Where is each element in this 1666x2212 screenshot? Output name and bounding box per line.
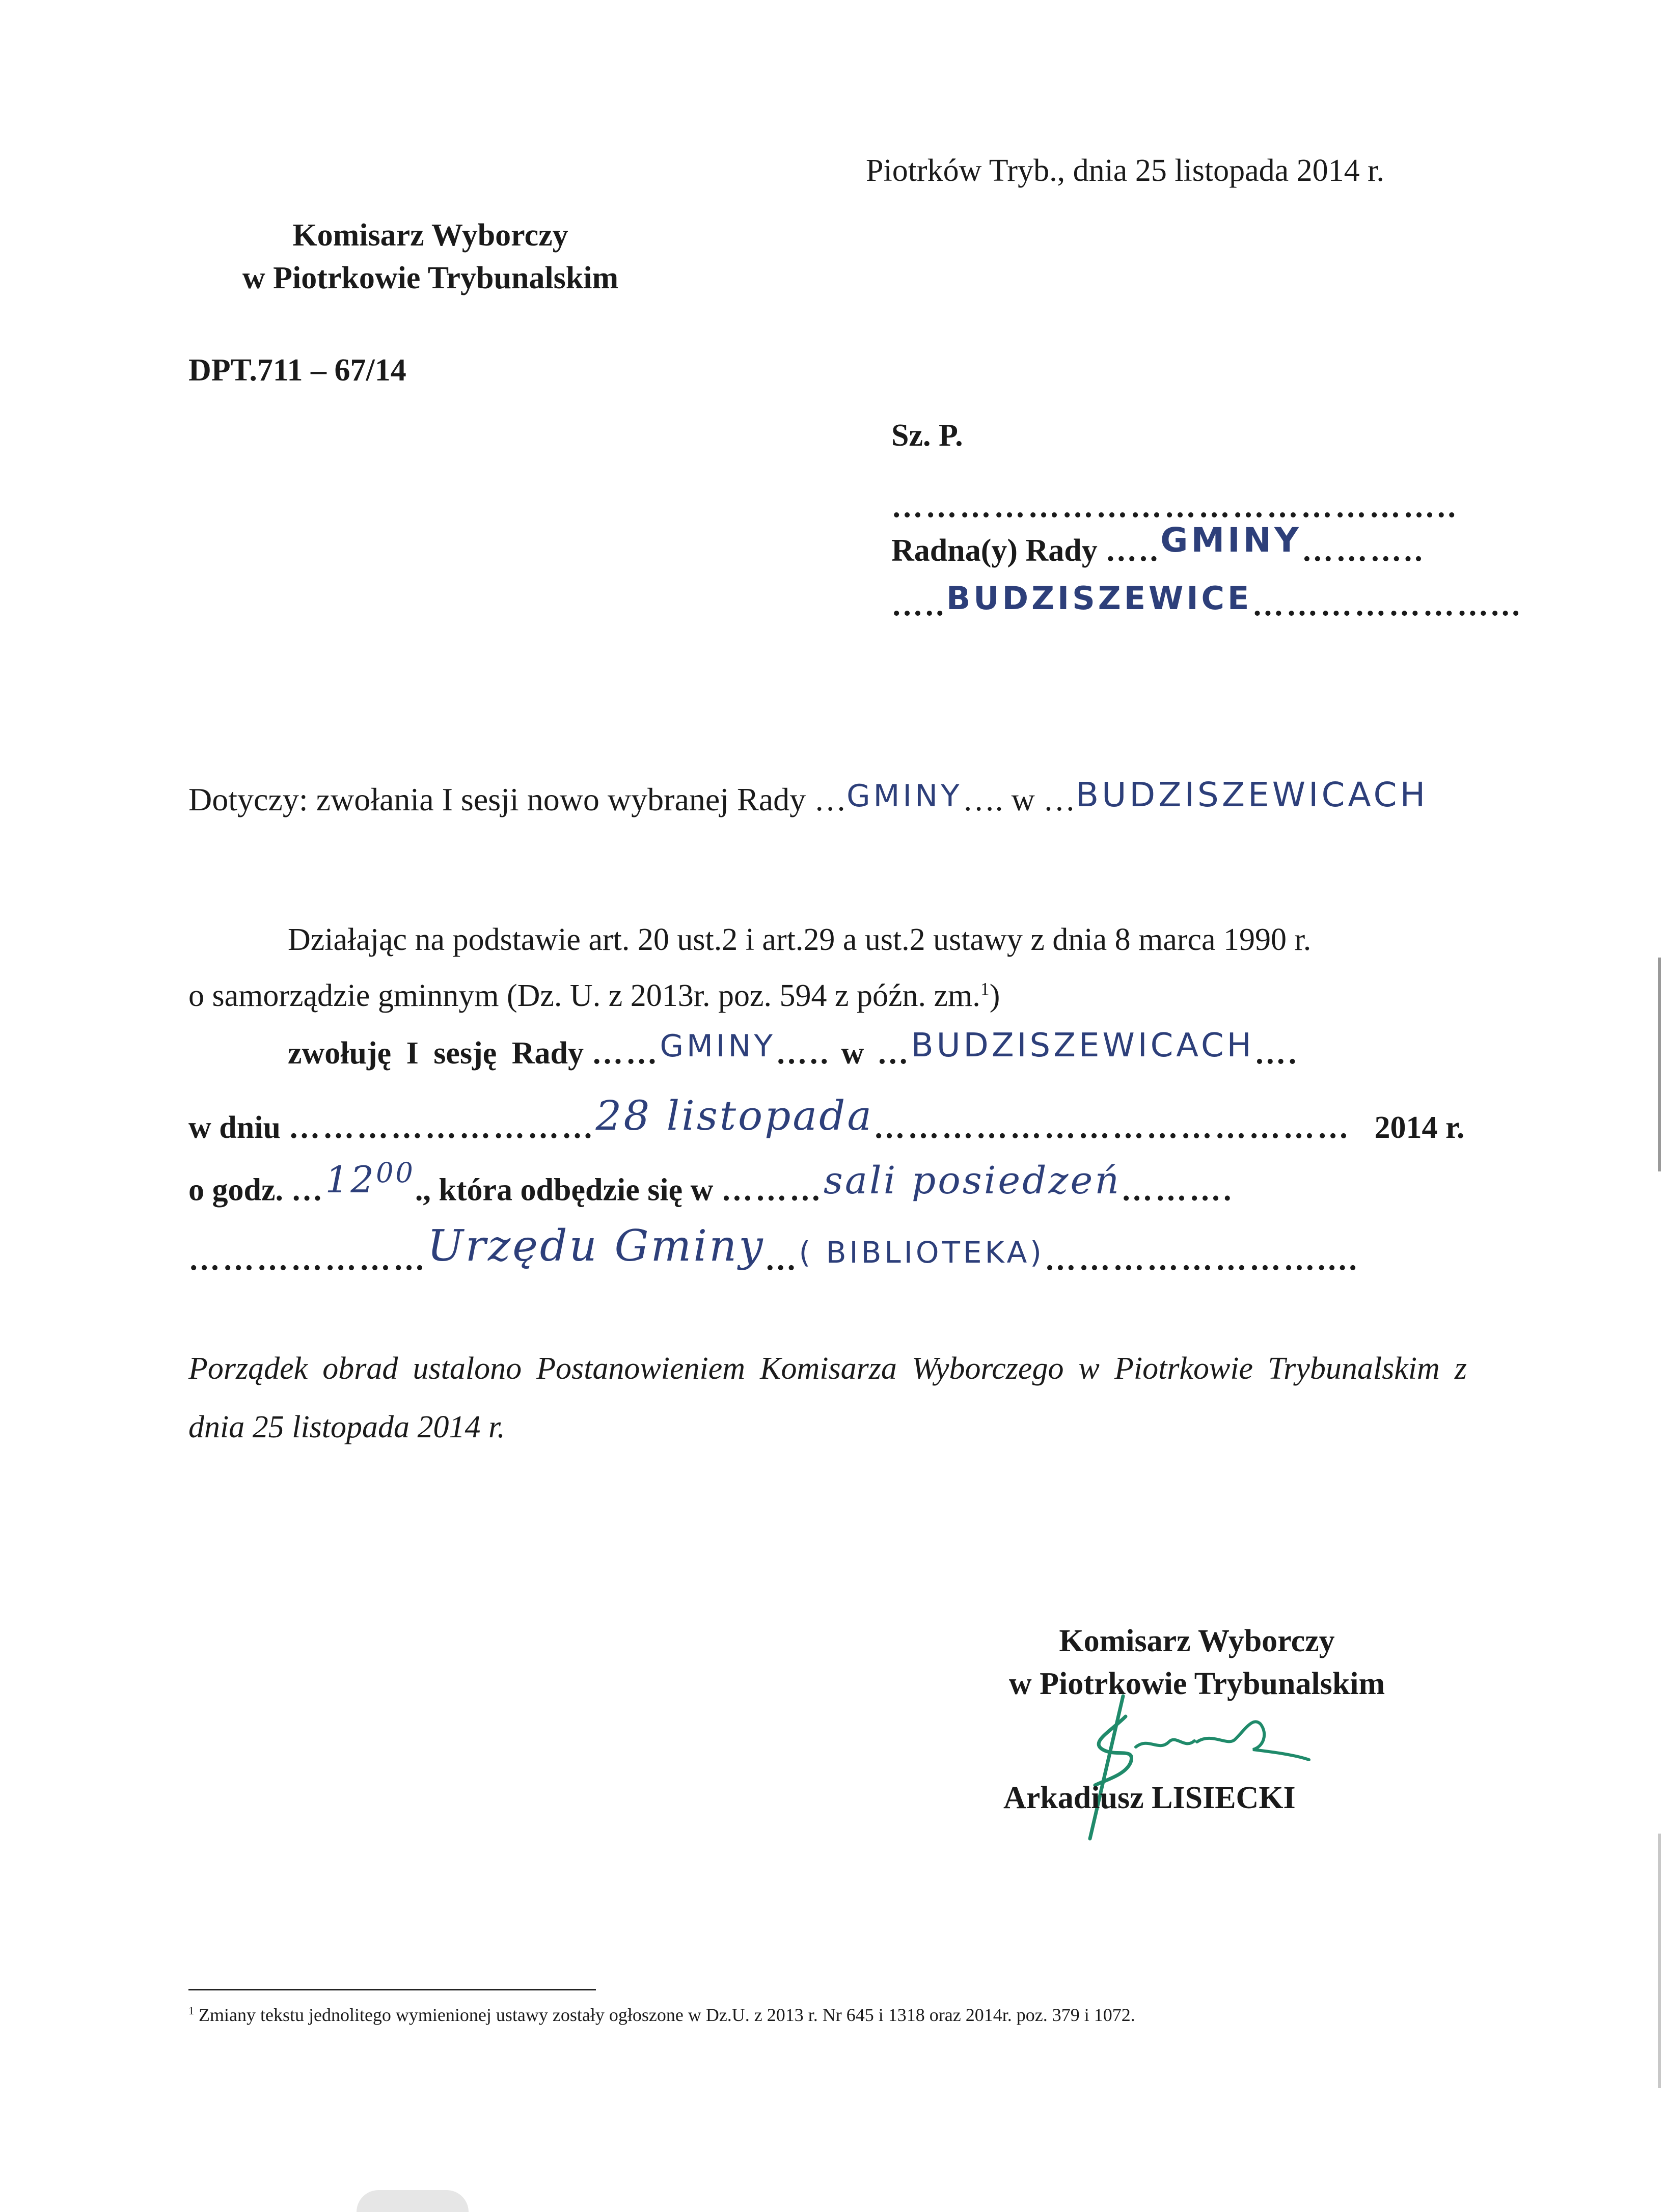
convene-tail-dots: …. bbox=[1254, 1036, 1299, 1071]
handwritten-venue-library: ( BIBLIOTEKA) bbox=[799, 1235, 1045, 1270]
footnote-text: Zmiany tekstu jednolitego wymienionej ustawy zostały ogłoszone w Dz.U. z 2013 r. Nr 645 i 1318 oraz 2014r. poz. 379 i 1072. bbox=[199, 2005, 1135, 2025]
issuer-line-1: Komisarz Wyborczy bbox=[292, 218, 568, 253]
convene-label: zwołuję I sesję Rady bbox=[288, 1036, 584, 1071]
issuer-block bbox=[201, 214, 660, 299]
radna-dots: ….. bbox=[1105, 533, 1161, 568]
addressee-place-line bbox=[891, 580, 1522, 623]
date-dots-after: …………………………………… bbox=[873, 1110, 1352, 1145]
subject-label: Dotyczy: zwołania I sesji nowo wybranej Rady … bbox=[188, 781, 847, 817]
subject-middle: …. w … bbox=[962, 781, 1076, 817]
footnote-divider bbox=[188, 1989, 596, 1990]
session-time-venue-line bbox=[188, 1157, 1234, 1210]
venue-tail-dots: …………………….... bbox=[1044, 1242, 1359, 1277]
reference-number: DPT.711 – 67/14 bbox=[188, 353, 406, 388]
place-trailing-dots: …………………... bbox=[1252, 588, 1522, 622]
convene-session-line bbox=[288, 1027, 1299, 1072]
scan-edge-mark-lower bbox=[1658, 1834, 1661, 2088]
venue-mid-dots: … bbox=[764, 1242, 799, 1277]
handwritten-time-minutes: 00 bbox=[376, 1157, 415, 1189]
venue-lead-dots: ………………… bbox=[188, 1242, 427, 1277]
scan-bottom-artifact bbox=[357, 2190, 469, 2212]
issuer-line-2: w Piotrkowie Trybunalskim bbox=[242, 261, 619, 295]
handwritten-subject-council: GMINY bbox=[846, 778, 963, 814]
handwritten-signature bbox=[1059, 1686, 1314, 1849]
legal-basis-line-2 bbox=[188, 978, 1000, 1014]
scan-edge-mark bbox=[1658, 958, 1661, 1171]
convene-middle: ….. w … bbox=[776, 1036, 911, 1071]
handwritten-council-type: GMINY bbox=[1160, 521, 1302, 560]
legal-basis-line-1: Działając na podstawie art. 20 ust.2 i art.29 a ust.2 ustawy z dnia 8 marca 1990 r. bbox=[288, 922, 1312, 957]
handwritten-convene-council: GMINY bbox=[660, 1028, 776, 1064]
footnote bbox=[188, 2004, 1135, 2026]
venue-dots-before: ……… bbox=[721, 1172, 824, 1208]
session-year: 2014 r. bbox=[1374, 1110, 1465, 1145]
addressee-council-line bbox=[891, 521, 1425, 569]
venue-continuation-line bbox=[188, 1221, 1359, 1280]
radna-trailing-dots: ……….. bbox=[1301, 533, 1425, 568]
handwritten-place: BUDZISZEWICE bbox=[946, 580, 1252, 617]
date-dots-before: ……………………… bbox=[288, 1110, 596, 1145]
legal-basis-close: ) bbox=[989, 978, 1000, 1013]
handwritten-venue-room: sali posiedzeń bbox=[823, 1158, 1121, 1203]
time-label: o godz. bbox=[188, 1172, 283, 1208]
time-dots: … bbox=[291, 1172, 325, 1208]
agenda-note: Porządek obrad ustalono Postanowieniem Komisarza Wyborczego w Piotrkowie Trybunalskim z dnia 25 listopada 2014 r. bbox=[188, 1351, 1467, 1444]
handwritten-convene-place: BUDZISZEWICACH bbox=[911, 1027, 1254, 1064]
place-lead-dots: ….. bbox=[891, 588, 946, 622]
addressee-blank-line: ………………………………………….. bbox=[891, 489, 1458, 524]
handwritten-venue-office: Urzędu Gminy bbox=[427, 1221, 765, 1271]
venue-dots-after: ………. bbox=[1121, 1172, 1234, 1208]
date-label: w dniu bbox=[188, 1110, 281, 1145]
place-and-date: Piotrków Tryb., dnia 25 listopada 2014 r. bbox=[866, 153, 1384, 188]
signature-title-line-2: w Piotrkowie Trybunalskim bbox=[1008, 1667, 1385, 1701]
convene-dots: …… bbox=[591, 1036, 660, 1071]
subject-line bbox=[188, 775, 1429, 818]
handwritten-subject-place: BUDZISZEWICACH bbox=[1075, 775, 1429, 814]
signatory-name: Arkadiusz LISIECKI bbox=[1003, 1781, 1296, 1815]
session-date-line bbox=[188, 1092, 1465, 1148]
venue-intro: ., która odbędzie się w bbox=[415, 1172, 714, 1208]
handwritten-session-date: 28 listopada bbox=[595, 1092, 874, 1139]
salutation: Sz. P. bbox=[891, 418, 963, 453]
footnote-mark: 1 bbox=[188, 2004, 194, 2017]
signature-title-line-1: Komisarz Wyborczy bbox=[1059, 1624, 1335, 1658]
handwritten-time-hour: 12 bbox=[325, 1158, 376, 1201]
footnote-reference: 1 bbox=[980, 978, 990, 999]
legal-basis-text: o samorządzie gminnym (Dz. U. z 2013r. poz. 594 z późn. zm. bbox=[188, 978, 980, 1013]
radna-label: Radna(y) Rady bbox=[891, 533, 1098, 568]
